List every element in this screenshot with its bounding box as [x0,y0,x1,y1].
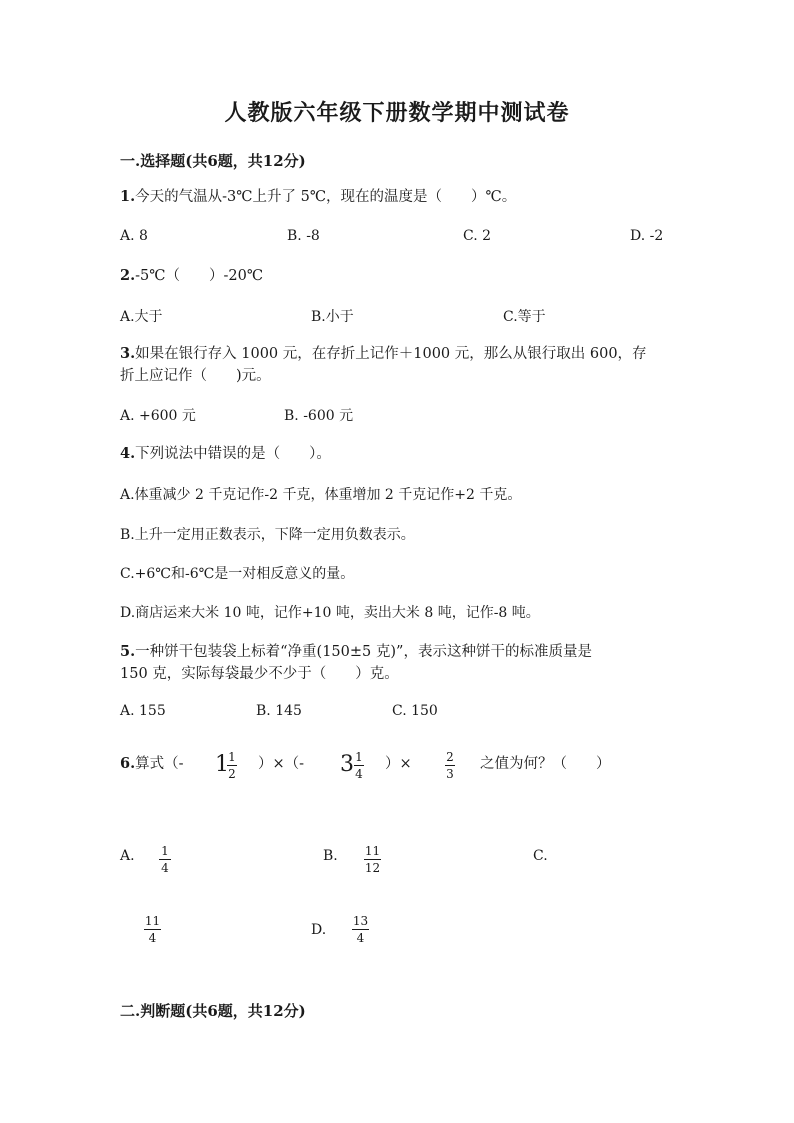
option-d: D.商店运来大米 10 吨，记作+10 吨，卖出大米 8 吨，记作-8 吨。 [120,605,540,621]
question-text: 下列说法中错误的是（ ）。 [135,446,331,462]
question-3 [120,343,647,387]
option-b: B.小于 [311,309,354,325]
question-text-prefix: 算式（- [135,756,184,772]
question-5 [120,641,592,685]
question-text-line-2: 150 克，实际每袋最少不少于（ ）克。 [120,666,399,682]
question-text-line-1: 一种饼干包装袋上标着“净重(150±5 克)”，表示这种饼干的标准质量是 [135,644,592,660]
page-title: 人教版六年级下册数学期中测试卷 [224,100,570,126]
mixed-number-whole: 3 [340,752,354,777]
option-a: A.大于 [120,309,163,325]
question-number: 4. [120,445,136,462]
question-number: 6. [120,755,136,772]
option-c-fraction: 11 4 [144,914,161,945]
option-a-label: A. [120,848,135,864]
question-text-line-1: 如果在银行存入 1000 元，在存折上记作＋1000 元，那么从银行取出 600，存 [135,346,647,362]
option-b-fraction: 11 12 [364,844,381,875]
question-number: 1. [120,188,136,205]
option-c: C.+6℃和-6℃是一对相反意义的量。 [120,566,355,582]
option-a: A. 8 [120,228,148,244]
question-number: 2. [120,267,136,284]
option-b-label: B. [323,848,338,864]
mixed-number-whole: 1 [215,752,229,777]
option-c: C. 2 [463,228,492,244]
question-number: 5. [120,643,136,660]
question-2 [120,265,263,287]
option-d-fraction: 13 4 [352,914,369,945]
question-text-line-2: 折上应记作（ )元。 [120,368,271,384]
option-b: B. -600 元 [284,408,354,424]
fraction: 2 3 [446,750,454,781]
option-c-label: C. [533,848,548,864]
question-4 [120,443,331,465]
question-text: -5℃（ ）-20℃ [135,268,264,284]
section-heading-choice: 一.选择题(共6题，共12分) [120,152,306,170]
section-heading-true-false: 二.判断题(共6题，共12分) [120,1002,306,1020]
question-text-mid-1: ）×（- [258,756,305,772]
option-a-fraction: 1 4 [159,844,171,875]
question-1 [120,186,516,208]
question-6-prefix [120,753,184,775]
option-a: A. +600 元 [120,408,196,424]
option-b: B.上升一定用正数表示，下降一定用负数表示。 [120,527,415,543]
option-a: A.体重减少 2 千克记作-2 千克，体重增加 2 千克记作+2 千克。 [120,487,522,503]
question-number: 3. [120,345,136,362]
fraction: 1 2 [228,750,236,781]
option-b: B. 145 [256,703,302,719]
option-d: D. -2 [630,228,664,244]
question-text: 今天的气温从-3℃上升了 5℃，现在的温度是（ ）℃。 [135,189,517,205]
option-b: B. -8 [287,228,320,244]
option-c: C. 150 [392,703,438,719]
question-text-mid-2: ）× [385,756,412,772]
option-d-label: D. [311,922,327,938]
option-c: C.等于 [503,309,546,325]
option-a: A. 155 [120,703,166,719]
fraction: 1 4 [355,750,363,781]
question-text-suffix: 之值为何？（ ） [480,756,611,772]
